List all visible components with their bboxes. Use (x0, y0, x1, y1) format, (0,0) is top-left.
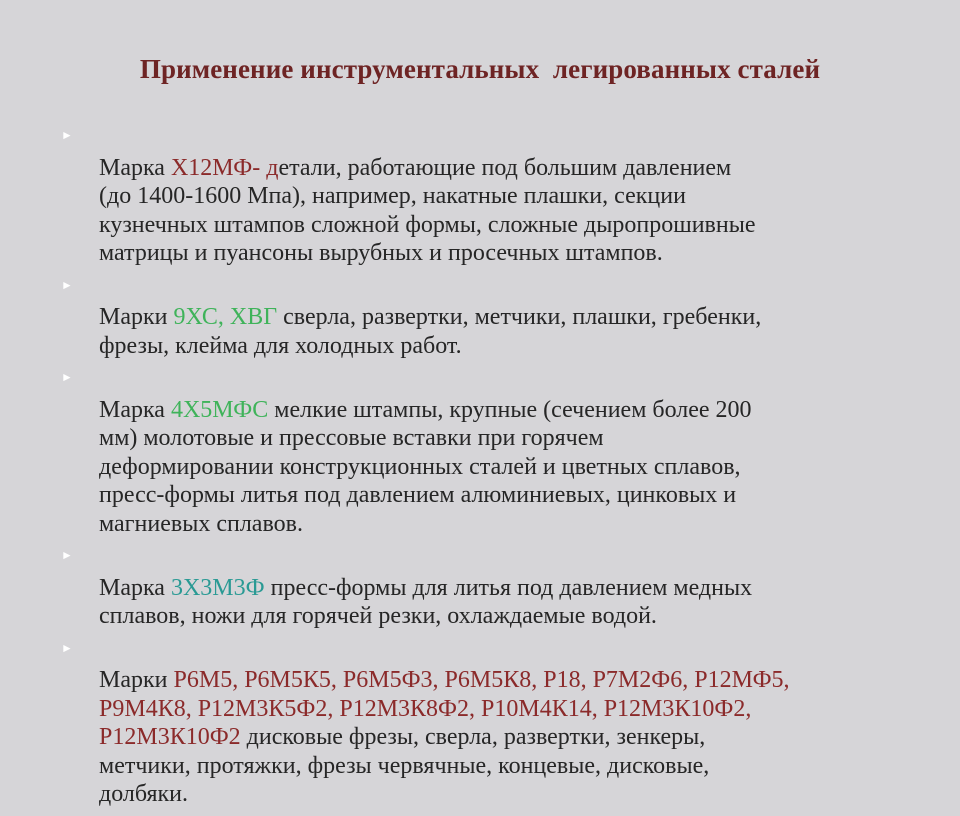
bullet-arrow-icon: ► (61, 548, 73, 562)
bullet-text: етали, работающие под большим давлением (до 1400-1600 Мпа), например, накатные плашки, секции кузнечных штампов сложной формы, сложные дыропрошивные матрицы и пуансоны вырубных и просечных штампов. (99, 154, 756, 266)
bullet-text: мелкие штампы, крупные (сечением более 200 мм) молотовые и прессовые вставки при горячем деформировании конструкционных сталей и цветных сплавов, пресс-формы литья под давлением алюминиевых, цинковых и магниевых сплавов. (99, 396, 752, 537)
bullet-text: пресс-формы для литья под давлением медных сплавов, ножи для горячей резки, охлаждаемые водой. (99, 574, 753, 629)
steel-grade: 4Х5МФС (170, 396, 269, 423)
bullet-prefix: Марки (99, 304, 174, 330)
bullet-arrow-icon: ► (61, 640, 73, 655)
bullet-item-3x3m3f (60, 545, 930, 631)
bullet-arrow-icon: ► (61, 277, 73, 292)
bullet-text: дисковые фрезы, сверла, развертки, зенкеры, метчики, протяжки, фрезы червячные, концевые, дисковые, долбяки. (99, 724, 710, 807)
bullet-prefix: Марки (99, 667, 174, 693)
bullet-arrow-icon: ► (61, 370, 73, 384)
bullet-prefix: Марка (99, 396, 171, 423)
bullet-text: сверла, развертки, метчики, плашки, гребенки, фрезы, клейма для холодных работ. (99, 304, 762, 359)
steel-grade: Р6М5, Р6М5К5, Р6М5Ф3, Р6М5К8, Р18, Р7М2Ф6, Р12МФ5, Р9М4К8, Р12М3К5Ф2, Р12М3К8Ф2, Р10М4К14, Р12М3К10Ф2, Р12М3К10Ф2 (99, 667, 790, 750)
bullet-item-4x5mfs (60, 367, 930, 538)
bullet-arrow-icon: ► (61, 128, 73, 142)
steel-grade: Х12МФ- д (170, 154, 279, 181)
slide-title: Применение инструментальных легированных сталей (139, 54, 821, 84)
bullet-list (60, 125, 930, 816)
steel-grade: 3Х3М3Ф (170, 574, 265, 601)
bullet-item-9xs (60, 275, 930, 361)
bullet-prefix: Марка (99, 154, 171, 181)
bullet-prefix: Марка (99, 574, 171, 601)
bullet-item-x12mf (60, 125, 930, 268)
bullet-item-r6m5 (60, 638, 930, 809)
steel-grade: 9ХС, ХВГ (173, 304, 278, 330)
